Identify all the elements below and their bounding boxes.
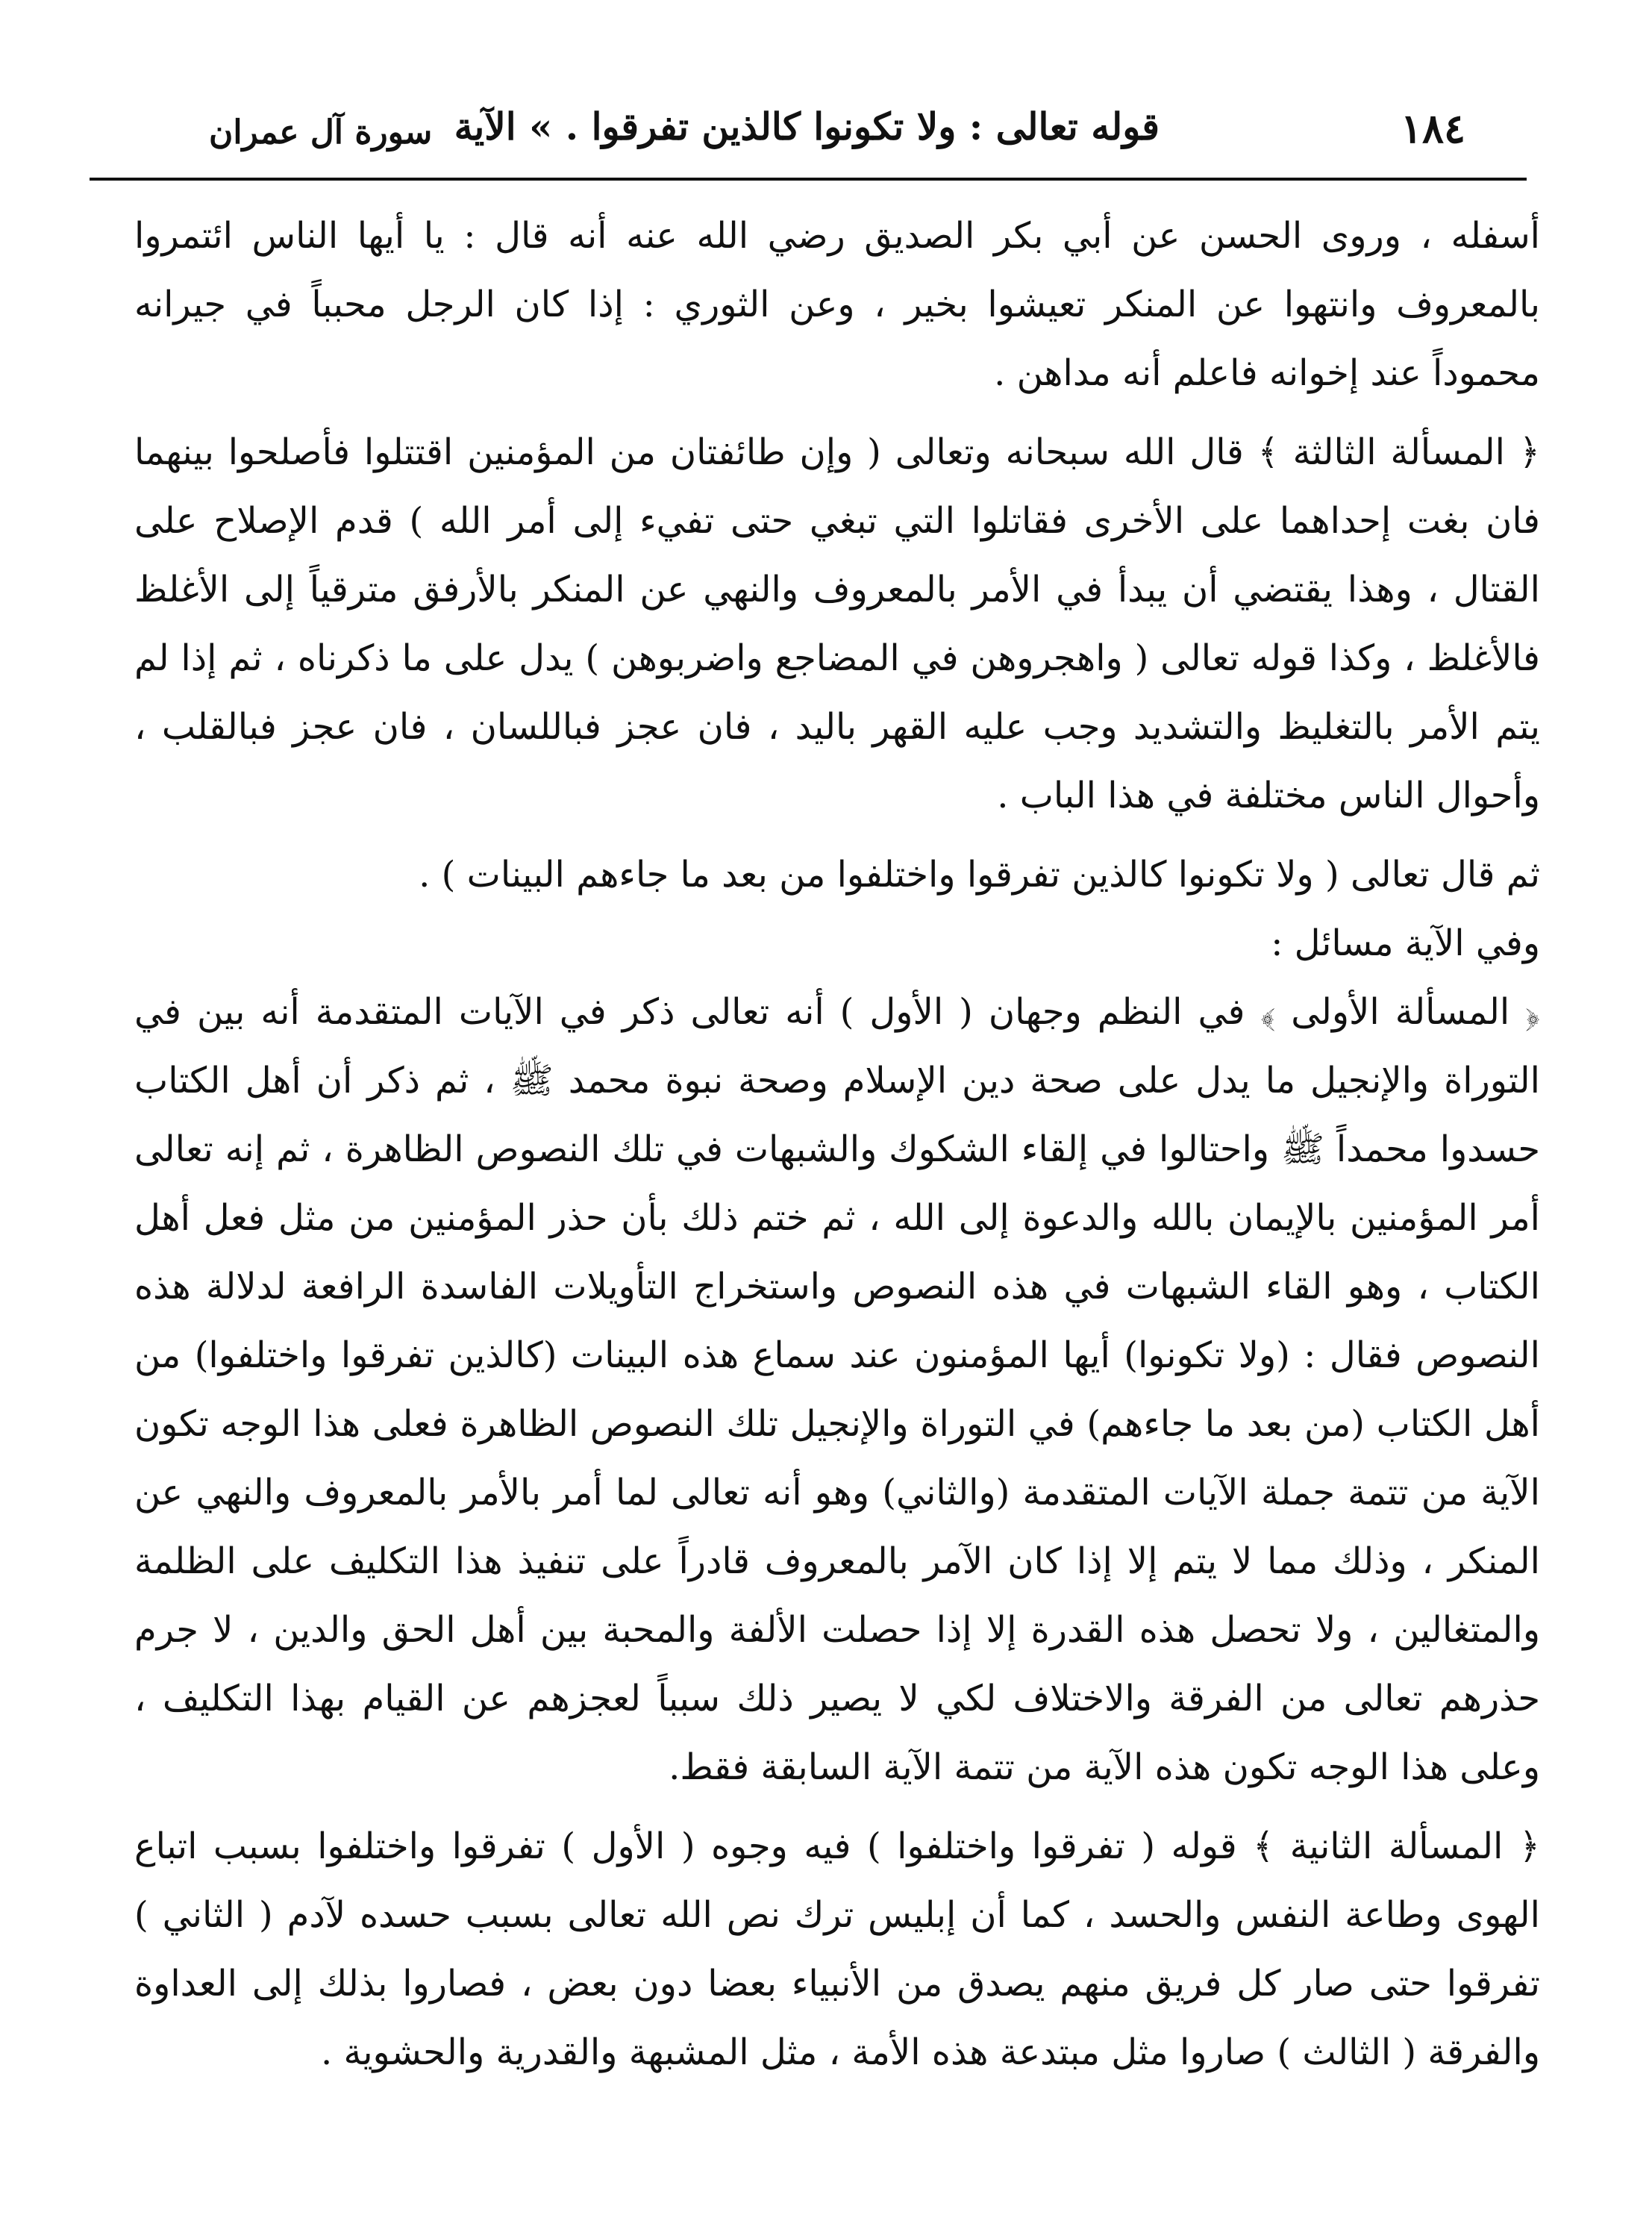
body-text [134, 201, 1540, 2097]
paragraph-intro: أسفله ، وروى الحسن عن أبي بكر الصديق رضي الله عنه أنه قال : يا أيها الناس ائتمروا بالمعروف وانتهوا عن المنكر تعيشوا بخير ، وعن الثوري : إذا كان الرجل محبباً في جيرانه محموداً عند إخوانه فاعلم أنه مداهن . [134, 215, 1541, 394]
paragraph-third-issue: ﴿ المسألة الثالثة ﴾ قال الله سبحانه وتعالى ( وإن طائفتان من المؤمنين اقتتلوا فأصلحوا بينهما فان بغت إحداهما على الأخرى فقاتلوا التي تبغي حتى تفيء إلى أمر الله ) قدم الإصلاح على القتال ، وهذا يقتضي أن يبدأ في الأمر بالمعروف والنهي عن المنكر بالأرفق مترقياً إلى الأغلظ فالأغلظ ، وكذا قوله تعالى ( واهجروهن في المضاجع واضربوهن ) يدل على ما ذكرناه ، ثم إذا لم يتم الأمر بالتغليظ والتشديد وجب عليه القهر باليد ، فان عجز فباللسان ، فان عجز فبالقلب ، وأحوال الناس مختلفة في هذا الباب . [134, 431, 1540, 816]
header-title: قوله تعالى : ولا تكونوا كالذين تفرقوا . » الآية [454, 104, 1160, 149]
paragraph-issues-intro: وفي الآية مسائل : [1271, 922, 1540, 964]
paragraph-second-issue: ﴿ المسألة الثانية ﴾ قوله ( تفرقوا واختلفوا ) فيه وجوه ( الأول ) تفرقوا واختلفوا بسبب اتباع الهوى وطاعة النفس والحسد ، كما أن إبليس ترك نص الله تعالى بسبب حسده لآدم ( الثاني ) تفرقوا حتى صار كل فريق منهم يصدق من الأنبياء بعضا دون بعض ، فصاروا بذلك إلى العداوة والفرقة ( الثالث ) صاروا مثل مبتدعة هذه الأمة ، مثل المشبهة والقدرية والحشوية . [134, 1825, 1540, 2073]
paragraph-first-issue: ﴿ المسألة الأولى ﴾ في النظم وجهان ( الأول ) أنه تعالى ذكر في الآيات المتقدمة أنه بين في التوراة والإنجيل ما يدل على صحة دين الإسلام وصحة نبوة محمد ﷺ ، ثم ذكر أن أهل الكتاب حسدوا محمداً ﷺ واحتالوا في إلقاء الشكوك والشبهات في تلك النصوص الظاهرة ، ثم إنه تعالى أمر المؤمنين بالإيمان بالله والدعوة إلى الله ، ثم ختم ذلك بأن حذر المؤمنين من مثل فعل أهل الكتاب ، وهو القاء الشبهات في هذه النصوص واستخراج التأويلات الفاسدة الرافعة لدلالة هذه النصوص فقال : (ولا تكونوا) أيها المؤمنون عند سماع هذه البينات (كالذين تفرقوا واختلفوا) من أهل الكتاب (من بعد ما جاءهم) في التوراة والإنجيل تلك النصوص الظاهرة فعلى هذا الوجه تكون الآية من تتمة جملة الآيات المتقدمة (والثاني) وهو أنه تعالى لما أمر بالأمر بالمعروف والنهي عن المنكر ، وذلك مما لا يتم إلا إذا كان الآمر بالمعروف قادراً على تنفيذ هذا التكليف على الظلمة والمتغالين ، ولا تحصل هذه القدرة إلا إذا حصلت الألفة والمحبة بين أهل الحق والدين ، لا جرم حذرهم تعالى من الفرقة والاختلاف لكي لا يصير ذلك سبباً لعجزهم عن القيام بهذا التكليف ، وعلى هذا الوجه تكون هذه الآية من تتمة الآية السابقة فقط. [134, 991, 1541, 1788]
running-header [172, 104, 1473, 179]
surah-name: سورة آل عمران [209, 113, 433, 151]
header-divider [90, 178, 1527, 181]
page-number: ١٨٤ [1400, 104, 1465, 152]
paragraph-verse: ثم قال تعالى ( ولا تكونوا كالذين تفرقوا واختلفوا من بعد ما جاءهم البينات ) . [419, 854, 1540, 896]
